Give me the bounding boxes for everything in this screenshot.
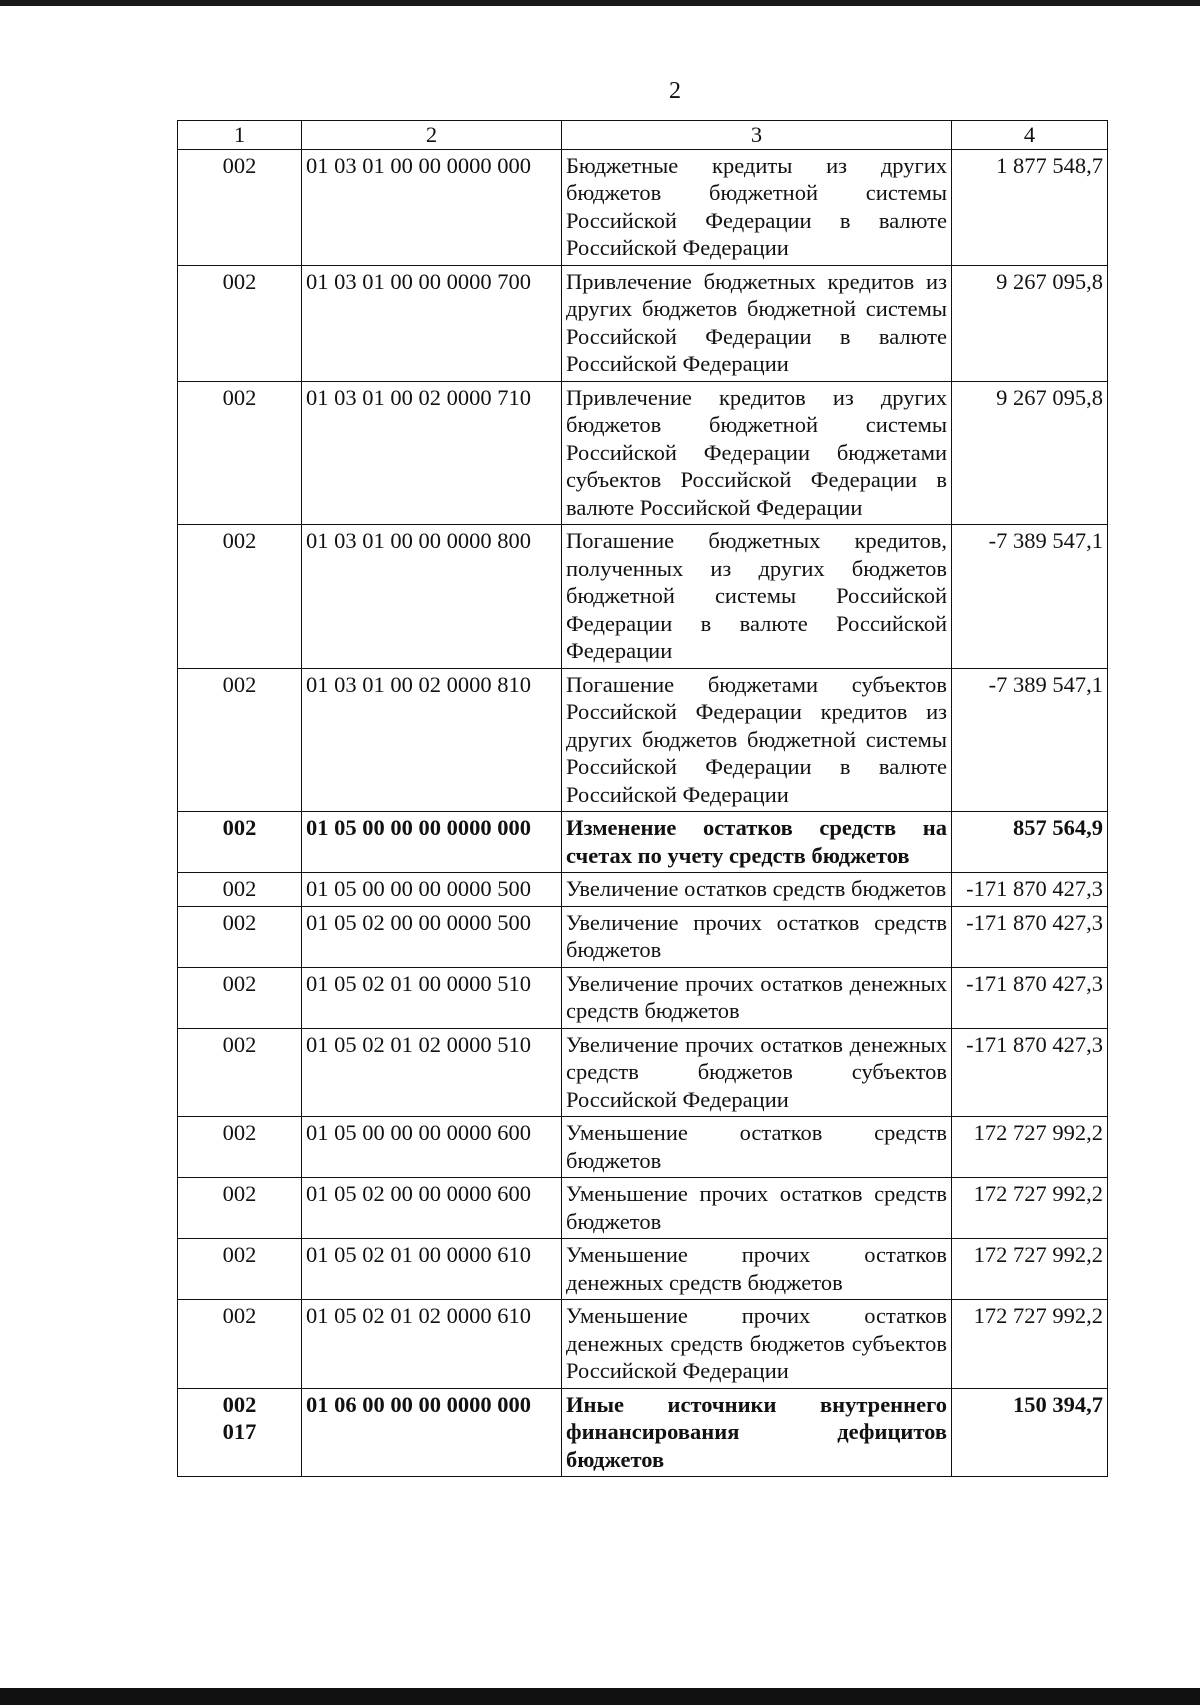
admin-code: 002 <box>222 909 257 935</box>
amount-cell: -171 870 427,3 <box>952 967 1108 1028</box>
source-name-cell: Привлечение кредитов из других бюджетов бюджетной системы Российской Федерации бюджетами субъектов Российской Федерации в валюте Российской Федерации <box>562 381 952 525</box>
admin-code: 002 <box>222 1120 257 1145</box>
classification-code-cell: 01 05 02 00 00 0000 500 <box>302 906 562 967</box>
classification-code-cell: 01 05 02 01 00 0000 510 <box>302 967 562 1028</box>
source-name-cell: Погашение бюджетами субъектов Российской Федерации кредитов из других бюджетов бюджетной системы Российской Федерации в валюте Российской Федерации <box>562 668 952 812</box>
column-header-2: 2 <box>302 121 562 150</box>
table-row <box>178 1239 1108 1300</box>
source-name-cell: Погашение бюджетных кредитов, полученных из других бюджетов бюджетной системы Российской Федерации в валюте Российской Федерации <box>562 525 952 669</box>
amount-cell: 172 727 992,2 <box>952 1117 1108 1178</box>
source-name-cell: Увеличение прочих остатков средств бюджетов <box>562 906 952 967</box>
admin-code-cell <box>178 1178 302 1239</box>
page-number: 2 <box>669 78 681 104</box>
table-body <box>178 149 1108 1477</box>
table-row <box>178 525 1108 669</box>
table-row <box>178 1028 1108 1117</box>
admin-code: 002 <box>222 970 257 996</box>
scan-bottom-border <box>0 1688 1200 1705</box>
column-header-1: 1 <box>178 121 302 150</box>
classification-code-cell: 01 03 01 00 02 0000 710 <box>302 381 562 525</box>
admin-code: 002 <box>222 671 257 697</box>
source-name-cell: Уменьшение прочих остатков денежных средств бюджетов субъектов Российской Федерации <box>562 1300 952 1389</box>
admin-code: 002 <box>222 152 257 178</box>
admin-code: 002 <box>222 268 257 294</box>
classification-code-cell: 01 05 00 00 00 0000 500 <box>302 873 562 907</box>
admin-code-cell <box>178 812 302 873</box>
admin-code-cell <box>178 1239 302 1300</box>
admin-code-cell <box>178 873 302 907</box>
admin-code: 002 <box>222 528 257 553</box>
admin-code-cell <box>178 967 302 1028</box>
amount-cell: 1 877 548,7 <box>952 149 1108 265</box>
source-name-cell: Иные источники внутреннего финансирования дефицитов бюджетов <box>562 1388 952 1477</box>
admin-code: 002 <box>222 1181 257 1206</box>
admin-code: 002 <box>222 1031 257 1057</box>
table-row <box>178 1178 1108 1239</box>
table-row <box>178 873 1108 907</box>
admin-code-cell <box>178 1300 302 1389</box>
amount-cell: -171 870 427,3 <box>952 906 1108 967</box>
admin-code: 002 <box>222 384 257 410</box>
classification-code-cell: 01 05 00 00 00 0000 000 <box>302 812 562 873</box>
table-row <box>178 1388 1108 1477</box>
admin-code: 002 <box>222 876 257 901</box>
source-name-cell: Увеличение остатков средств бюджетов <box>562 873 952 907</box>
admin-code-cell <box>178 381 302 525</box>
amount-cell: -171 870 427,3 <box>952 1028 1108 1117</box>
amount-cell: 172 727 992,2 <box>952 1300 1108 1389</box>
table-row <box>178 265 1108 381</box>
table-row <box>178 906 1108 967</box>
classification-code-cell: 01 03 01 00 02 0000 810 <box>302 668 562 812</box>
amount-cell: 857 564,9 <box>952 812 1108 873</box>
source-name-cell: Привлечение бюджетных кредитов из других бюджетов бюджетной системы Российской Федерации в валюте Российской Федерации <box>562 265 952 381</box>
admin-code-cell <box>178 1388 302 1477</box>
amount-cell: 9 267 095,8 <box>952 381 1108 525</box>
source-name-cell: Бюджетные кредиты из других бюджетов бюджетной системы Российской Федерации в валюте Российской Федерации <box>562 149 952 265</box>
amount-cell: -171 870 427,3 <box>952 873 1108 907</box>
classification-code-cell: 01 05 02 00 00 0000 600 <box>302 1178 562 1239</box>
amount-cell: -7 389 547,1 <box>952 668 1108 812</box>
classification-code-cell: 01 03 01 00 00 0000 700 <box>302 265 562 381</box>
source-name-cell: Изменение остатков средств на счетах по учету средств бюджетов <box>562 812 952 873</box>
classification-code-cell: 01 05 02 01 02 0000 610 <box>302 1300 562 1389</box>
budget-sources-table <box>177 120 1108 1477</box>
admin-code-cell <box>178 265 302 381</box>
column-header-3: 3 <box>562 121 952 150</box>
source-name-cell: Уменьшение прочих остатков денежных средств бюджетов <box>562 1239 952 1300</box>
admin-code-cell <box>178 668 302 812</box>
classification-code-cell: 01 03 01 00 00 0000 000 <box>302 149 562 265</box>
admin-code-cell <box>178 525 302 669</box>
classification-code-cell: 01 05 02 01 00 0000 610 <box>302 1239 562 1300</box>
admin-code: 002 <box>222 1242 257 1267</box>
classification-code-cell: 01 06 00 00 00 0000 000 <box>302 1388 562 1477</box>
amount-cell: 172 727 992,2 <box>952 1178 1108 1239</box>
table-row <box>178 149 1108 265</box>
admin-code: 002 <box>222 815 257 840</box>
amount-cell: 150 394,7 <box>952 1388 1108 1477</box>
scan-top-border <box>0 0 1200 6</box>
table-header-row <box>178 121 1108 150</box>
table-row <box>178 1117 1108 1178</box>
table-row <box>178 967 1108 1028</box>
table-row <box>178 1300 1108 1389</box>
classification-code-cell: 01 03 01 00 00 0000 800 <box>302 525 562 669</box>
admin-code-cell <box>178 149 302 265</box>
amount-cell: -7 389 547,1 <box>952 525 1108 669</box>
table-row <box>178 812 1108 873</box>
admin-code: 002 <box>222 1391 257 1417</box>
source-name-cell: Уменьшение прочих остатков средств бюджетов <box>562 1178 952 1239</box>
source-name-cell: Увеличение прочих остатков денежных средств бюджетов субъектов Российской Федерации <box>562 1028 952 1117</box>
admin-code: 002 <box>222 1303 257 1328</box>
amount-cell: 172 727 992,2 <box>952 1239 1108 1300</box>
source-name-cell: Уменьшение остатков средств бюджетов <box>562 1117 952 1178</box>
source-name-cell: Увеличение прочих остатков денежных средств бюджетов <box>562 967 952 1028</box>
classification-code-cell: 01 05 00 00 00 0000 600 <box>302 1117 562 1178</box>
admin-code-cell <box>178 906 302 967</box>
admin-code: 017 <box>222 1419 257 1444</box>
column-header-4: 4 <box>952 121 1108 150</box>
admin-code-cell <box>178 1117 302 1178</box>
admin-code-cell <box>178 1028 302 1117</box>
table-row <box>178 381 1108 525</box>
classification-code-cell: 01 05 02 01 02 0000 510 <box>302 1028 562 1117</box>
amount-cell: 9 267 095,8 <box>952 265 1108 381</box>
table-row <box>178 668 1108 812</box>
